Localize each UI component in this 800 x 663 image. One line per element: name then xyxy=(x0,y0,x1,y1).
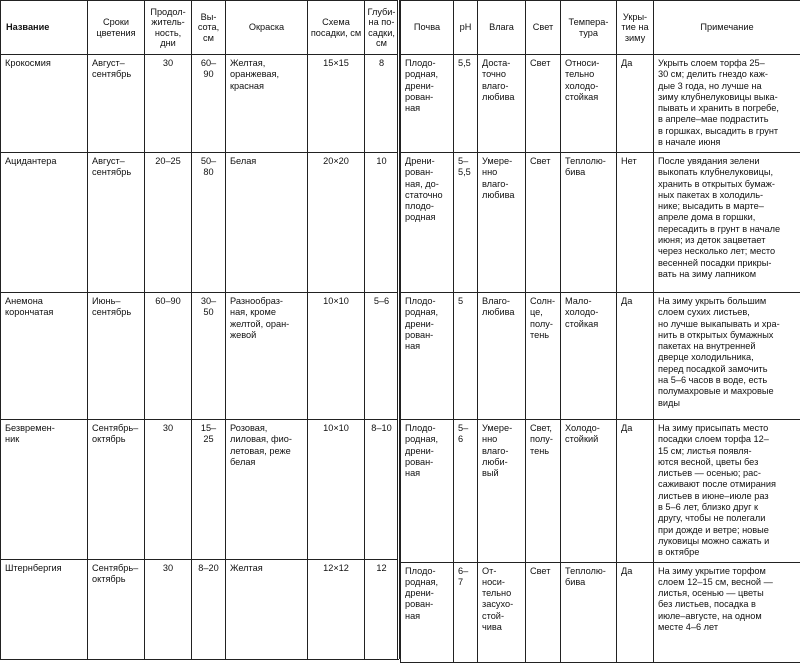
cell-temperature: Холодо- стойкий xyxy=(561,420,617,563)
cell-name: Ацидантера xyxy=(1,153,88,293)
cell-light: Свет, полу- тень xyxy=(526,420,561,563)
cell-color: Разнообраз- ная, кроме желтой, оран- жевой xyxy=(226,293,308,420)
cell-cover: Да xyxy=(617,55,654,153)
table-row xyxy=(1,560,399,660)
cell-depth: 5–6 xyxy=(365,293,399,420)
cell-ph: 5–6 xyxy=(454,420,478,563)
cell-note: На зиму укрытие торфом слоем 12–15 см, весной — листья, осенью — цветы без листьев, посадка в июле–августе, на одном месте 4–6 лет xyxy=(654,562,800,662)
cell-light: Свет xyxy=(526,562,561,662)
cell-cover: Да xyxy=(617,420,654,563)
cell-bloom: Август– сентябрь xyxy=(88,153,145,293)
cell-ph: 5 xyxy=(454,293,478,420)
header-row xyxy=(401,1,800,55)
cell-scheme: 10×10 xyxy=(308,420,365,560)
cell-note: После увядания зелени выкопать клубнелуковицы, хранить в открытых бумаж- ных пакетах в холодиль- нике; высадить в марте– апреле дома в горшки, пересадить в грунт в начале июня; из деток зацветает через несколько лет; место весенней посадки прикры- вать на зиму лапником xyxy=(654,153,800,293)
cell-ph: 6–7 xyxy=(454,562,478,662)
table-row xyxy=(401,293,800,420)
table-row xyxy=(1,293,399,420)
cell-moisture: Умере- нно влаго- люби- вый xyxy=(478,420,526,563)
header-winter-cover: Укры- тие на зиму xyxy=(617,1,654,55)
cell-cover: Да xyxy=(617,293,654,420)
cell-light: Свет xyxy=(526,153,561,293)
cell-scheme: 20×20 xyxy=(308,153,365,293)
cell-height: 8–20 xyxy=(192,560,226,660)
header-planting-depth: Глуби- на по- садки, см xyxy=(365,1,399,55)
cell-soil: Дрени- рован- ная, до- статочно плодо- родная xyxy=(401,153,454,293)
cell-duration: 20–25 xyxy=(145,153,192,293)
table-row xyxy=(1,420,399,560)
cell-height: 30–50 xyxy=(192,293,226,420)
cell-duration: 30 xyxy=(145,55,192,153)
cell-depth: 12 xyxy=(365,560,399,660)
cell-light: Свет xyxy=(526,55,561,153)
cell-temperature: Мало- холодо- стойкая xyxy=(561,293,617,420)
header-planting-scheme: Схема посадки, см xyxy=(308,1,365,55)
header-soil: Почва xyxy=(401,1,454,55)
table-row xyxy=(401,55,800,153)
header-temperature: Темпера- тура xyxy=(561,1,617,55)
cell-depth: 8 xyxy=(365,55,399,153)
cell-soil: Плодо- родная, дрени- рован- ная xyxy=(401,55,454,153)
cell-scheme: 12×12 xyxy=(308,560,365,660)
plant-table-right xyxy=(400,0,800,663)
cell-color: Желтая xyxy=(226,560,308,660)
header-bloom-period: Сроки цветения xyxy=(88,1,145,55)
cell-color: Белая xyxy=(226,153,308,293)
cell-bloom: Сентябрь– октябрь xyxy=(88,420,145,560)
cell-height: 60– 90 xyxy=(192,55,226,153)
cell-height: 15–25 xyxy=(192,420,226,560)
header-row xyxy=(1,1,399,55)
cell-bloom: Август– сентябрь xyxy=(88,55,145,153)
cell-scheme: 15×15 xyxy=(308,55,365,153)
cell-cover: Да xyxy=(617,562,654,662)
cell-note: На зиму укрыть большим слоем сухих листьев, но лучше выкапывать и хра- нить в открытых бумажных пакетах на внутренней дверце холодильника, перед посадкой замочить на 5–6 часов в воде, есть полумахровые и махровые виды xyxy=(654,293,800,420)
cell-name: Крокосмия xyxy=(1,55,88,153)
cell-bloom: Июнь– сентябрь xyxy=(88,293,145,420)
table-row xyxy=(1,55,399,153)
cell-cover: Нет xyxy=(617,153,654,293)
table-row xyxy=(401,153,800,293)
cell-scheme: 10×10 xyxy=(308,293,365,420)
cell-soil: Плодо- родная, дрени- рован- ная xyxy=(401,293,454,420)
cell-soil: Плодо- родная, дрени- рован- ная xyxy=(401,562,454,662)
table-row xyxy=(401,562,800,662)
cell-depth: 10 xyxy=(365,153,399,293)
header-name: Название xyxy=(1,1,88,55)
header-ph: pH xyxy=(454,1,478,55)
header-color: Окраска xyxy=(226,1,308,55)
cell-note: Укрыть слоем торфа 25– 30 см; делить гнездо каж- дые 3 года, но лучше на зиму клубнелуковицы выка- пывать и хранить в погребе, в апреле–мае подрастить в горшках, высадить в грунт в начале июня xyxy=(654,55,800,153)
cell-temperature: Относи- тельно холодо- стойкая xyxy=(561,55,617,153)
cell-ph: 5,5 xyxy=(454,55,478,153)
cell-color: Розовая, лиловая, фио- летовая, реже белая xyxy=(226,420,308,560)
cell-height: 50–80 xyxy=(192,153,226,293)
cell-ph: 5– 5,5 xyxy=(454,153,478,293)
cell-temperature: Теплолю- бива xyxy=(561,562,617,662)
cell-duration: 30 xyxy=(145,420,192,560)
cell-note: На зиму присыпать место посадки слоем торфа 12– 15 см; листья появля- ются весной, цветы без листьев — осенью; рас- саживают после отмирания листьев в июне–июле раз в 5–6 лет, близко друг к другу, чтобы не полегали при дожде и ветре; новые луковицы можно сажать и в октябре xyxy=(654,420,800,563)
header-moisture: Влага xyxy=(478,1,526,55)
cell-name: Безвремен- ник xyxy=(1,420,88,560)
header-height: Вы- сота, см xyxy=(192,1,226,55)
cell-color: Желтая, оранжевая, красная xyxy=(226,55,308,153)
cell-name: Анемона корончатая xyxy=(1,293,88,420)
cell-duration: 30 xyxy=(145,560,192,660)
cell-light: Солн- це, полу- тень xyxy=(526,293,561,420)
cell-moisture: Доста- точно влаго- любива xyxy=(478,55,526,153)
cell-moisture: Умере- нно влаго- любива xyxy=(478,153,526,293)
cell-soil: Плодо- родная, дрени- рован- ная xyxy=(401,420,454,563)
cell-duration: 60–90 xyxy=(145,293,192,420)
cell-name: Штернбергия xyxy=(1,560,88,660)
plant-table-left xyxy=(0,0,399,660)
table-row xyxy=(401,420,800,563)
header-note: Примечание xyxy=(654,1,800,55)
header-duration: Продол- житель- ность, дни xyxy=(145,1,192,55)
cell-bloom: Сентябрь– октябрь xyxy=(88,560,145,660)
cell-moisture: Влаго- любива xyxy=(478,293,526,420)
cell-moisture: От- носи- тельно засухо- стой- чива xyxy=(478,562,526,662)
cell-depth: 8–10 xyxy=(365,420,399,560)
table-row xyxy=(1,153,399,293)
cell-temperature: Теплолю- бива xyxy=(561,153,617,293)
header-light: Свет xyxy=(526,1,561,55)
